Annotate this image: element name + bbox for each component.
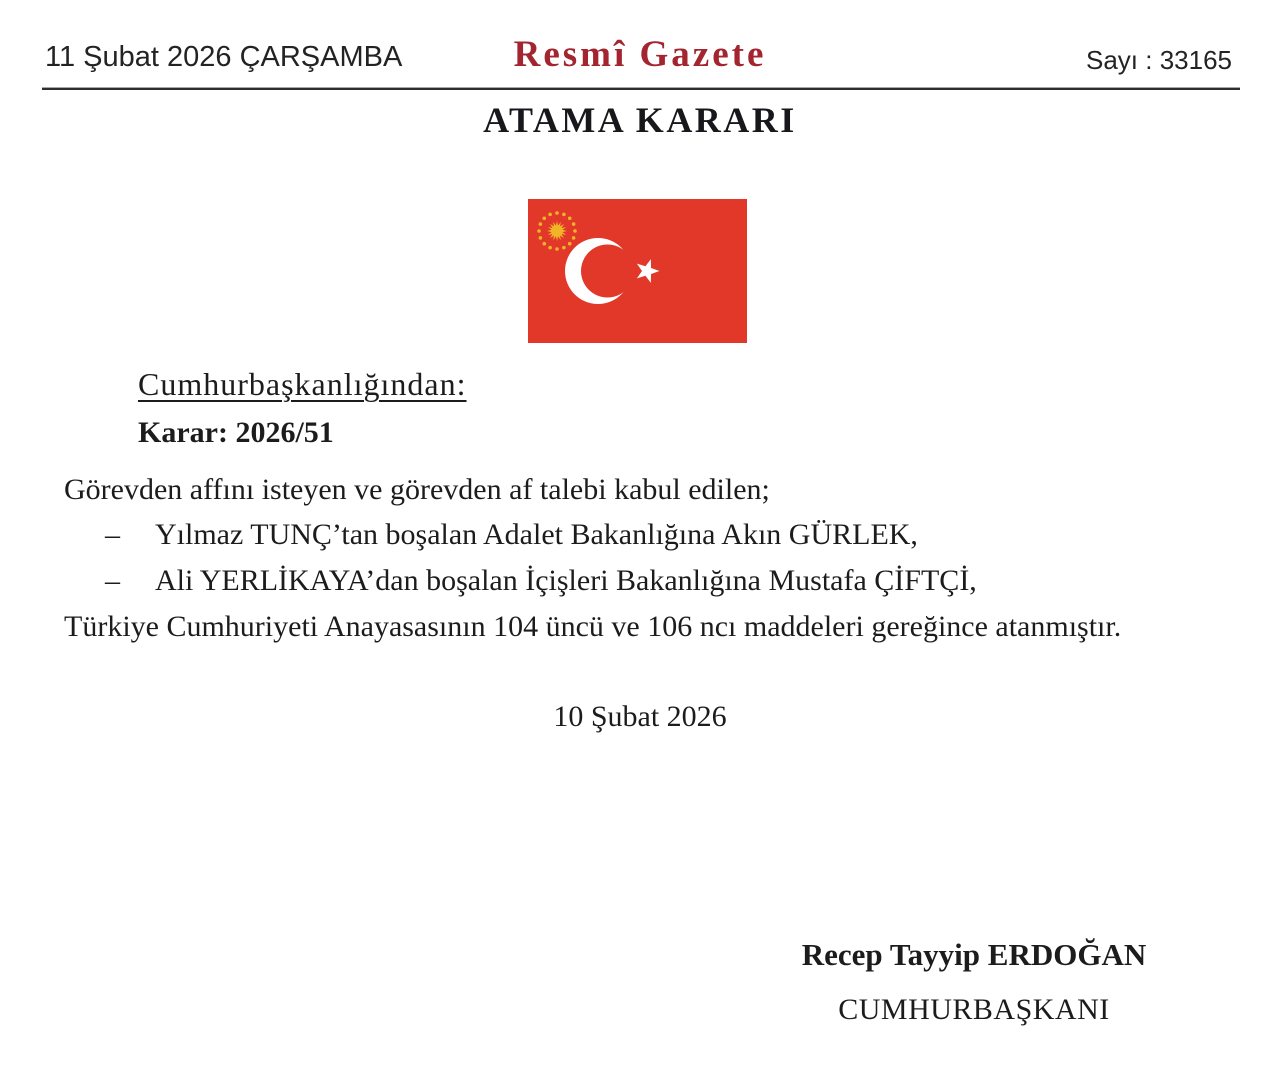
decree-number: Karar: 2026/51 bbox=[138, 416, 334, 449]
signature-name: Recep Tayyip ERDOĞAN bbox=[801, 937, 1147, 972]
crescent-cutout bbox=[581, 245, 634, 298]
appointment-item bbox=[105, 518, 918, 552]
item-dash: – bbox=[105, 518, 120, 551]
decree-heading: ATAMA KARARI bbox=[483, 100, 797, 140]
item-text: Ali YERLİKAYA’dan boşalan İçişleri Bakanlığına Mustafa ÇİFTÇİ, bbox=[155, 564, 977, 597]
item-dash: – bbox=[105, 564, 120, 597]
body-close: Türkiye Cumhuriyeti Anayasasının 104 üncü ve 106 ncı maddeleri gereğince atanmıştır. bbox=[64, 610, 1122, 643]
decree-date: 10 Şubat 2026 bbox=[553, 700, 727, 733]
turkish-presidential-flag bbox=[528, 199, 747, 343]
presidential-seal-sun bbox=[547, 221, 567, 241]
gazette-title: Resmî Gazete bbox=[513, 34, 767, 75]
flag-field bbox=[528, 199, 747, 343]
body-intro: Görevden affını isteyen ve görevden af talebi kabul edilen; bbox=[64, 473, 770, 506]
signature-title: CUMHURBAŞKANI bbox=[838, 993, 1110, 1026]
issue-number: Sayı : 33165 bbox=[1086, 45, 1232, 75]
masthead-divider bbox=[42, 87, 1240, 90]
masthead-date: 11 Şubat 2026 ÇARŞAMBA bbox=[45, 41, 403, 73]
item-text: Yılmaz TUNÇ’tan boşalan Adalet Bakanlığına Akın GÜRLEK, bbox=[155, 518, 918, 551]
appointment-item bbox=[105, 564, 977, 598]
issuing-authority: Cumhurbaşkanlığından: bbox=[138, 366, 467, 402]
flag-graphic bbox=[528, 199, 747, 343]
